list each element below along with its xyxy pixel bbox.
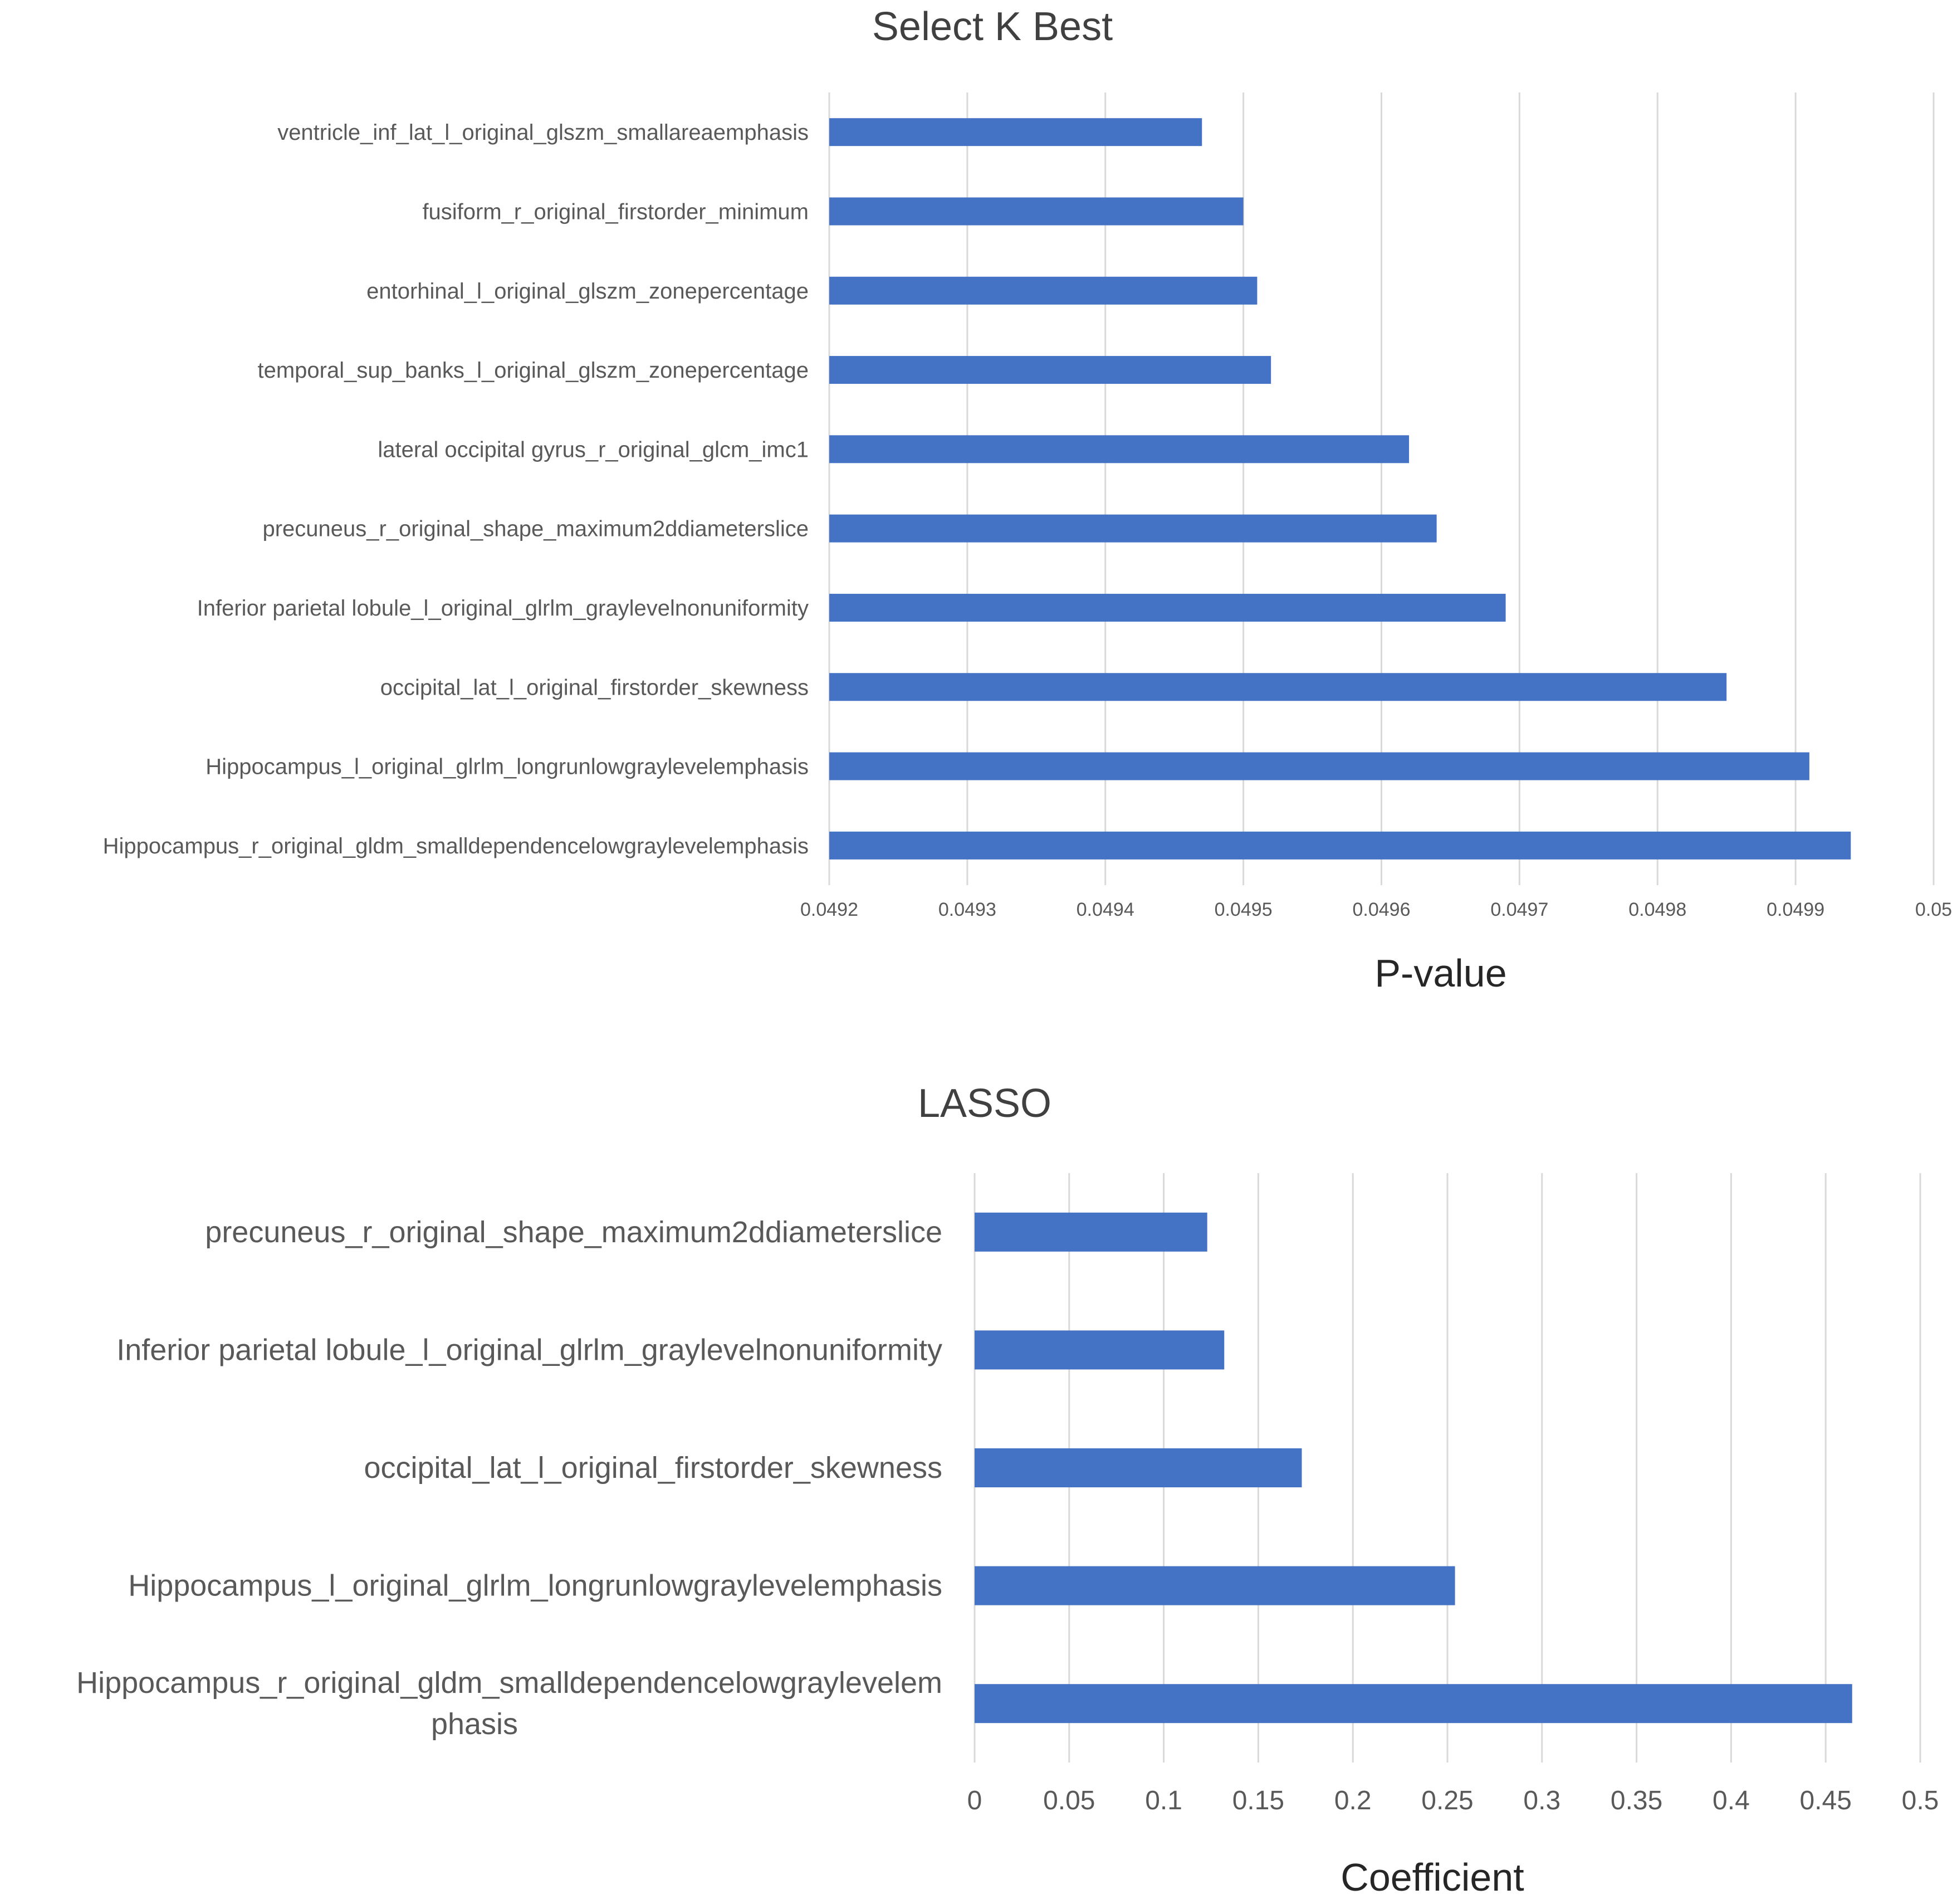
lasso-chart — [76, 1081, 1939, 1899]
chart-title: Select K Best — [872, 4, 1113, 49]
bar — [829, 356, 1271, 384]
category-label: phasis — [430, 1707, 518, 1741]
x-tick-label: 0.1 — [1145, 1786, 1182, 1815]
category-label: Hippocampus_l_original_glrlm_longrunlowgraylevelemphasis — [128, 1569, 942, 1603]
category-label: precuneus_r_original_shape_maximum2ddiameterslice — [205, 1215, 942, 1249]
x-tick-label: 0.45 — [1799, 1786, 1852, 1815]
bar — [975, 1684, 1852, 1723]
x-tick-label: 0.0494 — [1076, 899, 1134, 920]
category-label: entorhinal_l_original_glszm_zonepercentage — [366, 279, 809, 304]
category-label: Inferior parietal lobule_l_original_glrlm_graylevelnonuniformity — [116, 1333, 942, 1367]
x-tick-label: 0.15 — [1232, 1786, 1285, 1815]
chart-title: LASSO — [917, 1081, 1052, 1126]
x-tick-label: 0.0495 — [1214, 899, 1273, 920]
category-label: ventricle_inf_lat_l_original_glszm_smallareaemphasis — [277, 120, 809, 145]
bar — [975, 1566, 1455, 1605]
x-tick-label: 0 — [967, 1786, 982, 1815]
x-axis-title: Coefficient — [1340, 1856, 1524, 1899]
x-tick-label: 0.0498 — [1628, 899, 1687, 920]
bar — [829, 118, 1202, 146]
x-tick-label: 0.35 — [1610, 1786, 1663, 1815]
x-tick-label: 0.5 — [1901, 1786, 1939, 1815]
bar — [829, 673, 1726, 701]
category-label: Hippocampus_l_original_glrlm_longrunlowgraylevelemphasis — [206, 754, 809, 779]
bar — [829, 594, 1506, 622]
x-tick-label: 0.0499 — [1767, 899, 1825, 920]
bar — [829, 435, 1409, 463]
bar — [975, 1330, 1224, 1369]
bar — [975, 1213, 1207, 1252]
category-label: Inferior parietal lobule_l_original_glrlm_graylevelnonuniformity — [197, 595, 809, 621]
x-tick-label: 0.0497 — [1490, 899, 1549, 920]
category-label: Hippocampus_r_original_gldm_smalldependencelowgraylevelemphasis — [102, 833, 809, 858]
x-tick-label: 0.0496 — [1352, 899, 1411, 920]
bar — [829, 197, 1244, 225]
x-tick-label: 0.0492 — [800, 899, 858, 920]
category-label: precuneus_r_original_shape_maximum2ddiameterslice — [262, 516, 809, 541]
x-tick-label: 0.25 — [1421, 1786, 1474, 1815]
category-label: lateral occipital gyrus_r_original_glcm_imc1 — [378, 437, 809, 462]
x-tick-label: 0.4 — [1713, 1786, 1750, 1815]
category-label: fusiform_r_original_firstorder_minimum — [422, 199, 809, 224]
bar — [975, 1448, 1302, 1487]
x-axis-title: P-value — [1374, 951, 1507, 995]
category-label: occipital_lat_l_original_firstorder_skewness — [364, 1451, 942, 1485]
x-tick-label: 0.0493 — [938, 899, 996, 920]
bar — [829, 515, 1437, 543]
x-tick-label: 0.2 — [1334, 1786, 1372, 1815]
category-label: Hippocampus_r_original_gldm_smalldependencelowgraylevelem — [76, 1666, 942, 1700]
select-k-best-chart — [103, 4, 1952, 995]
x-tick-label: 0.05 — [1915, 899, 1953, 920]
category-label: temporal_sup_banks_l_original_glszm_zonepercentage — [257, 358, 809, 383]
bar — [829, 753, 1809, 780]
x-tick-label: 0.3 — [1523, 1786, 1561, 1815]
category-label: occipital_lat_l_original_firstorder_skewness — [380, 675, 809, 700]
bar — [829, 832, 1851, 860]
bar — [829, 277, 1257, 305]
x-tick-label: 0.05 — [1043, 1786, 1095, 1815]
